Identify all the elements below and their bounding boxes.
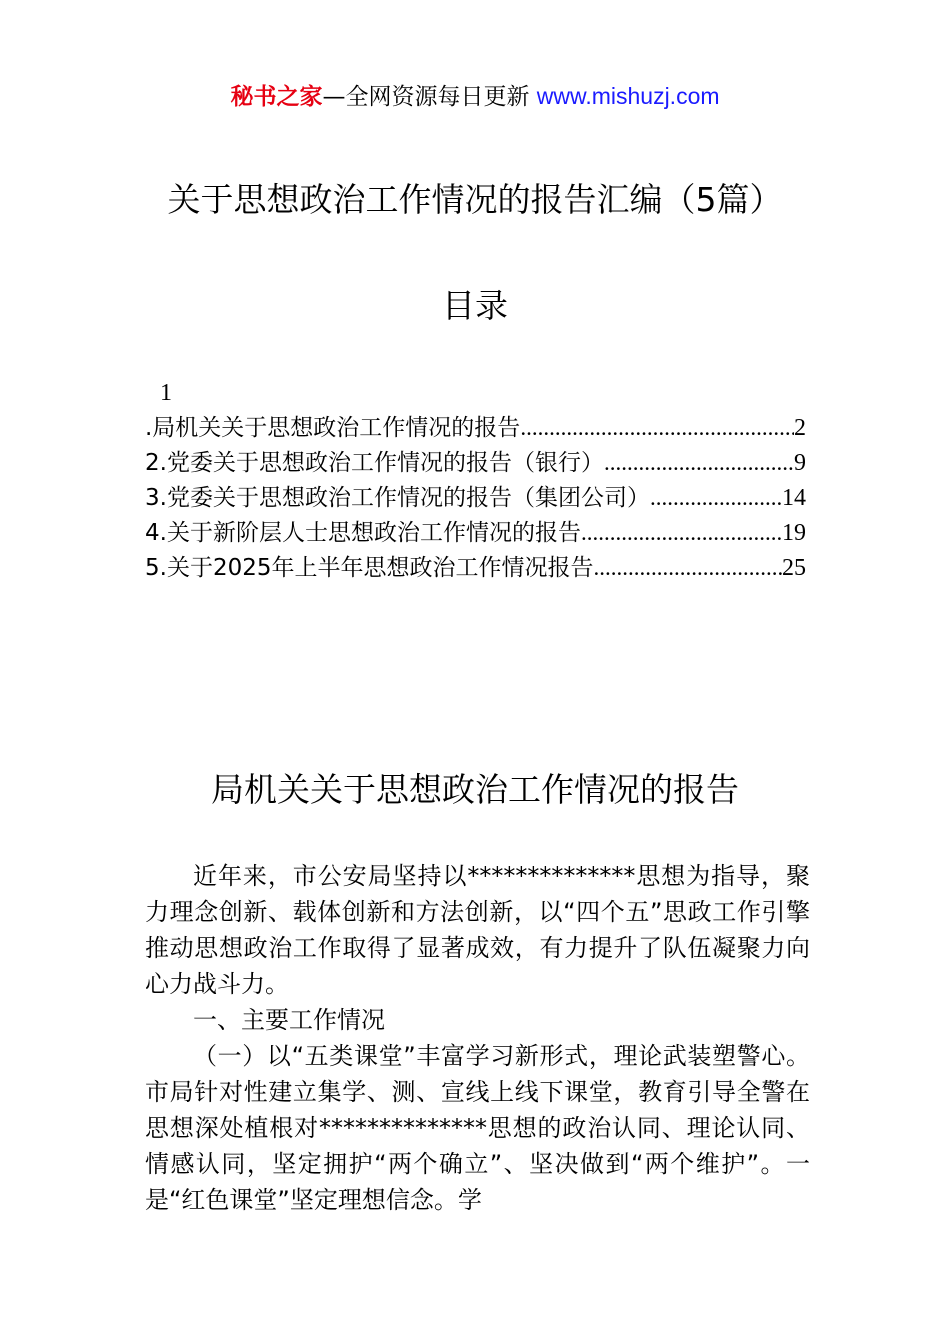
toc-entry-page: 14: [782, 485, 806, 511]
toc-entry-label: 2.党委关于思想政治工作情况的报告（银行）: [145, 450, 604, 476]
toc-dot-leader: [520, 410, 794, 445]
toc-entry[interactable]: [145, 515, 806, 550]
toc-dot-leader: [650, 480, 782, 515]
toc-entry[interactable]: [145, 550, 806, 585]
toc-entry-label: 3.党委关于思想政治工作情况的报告（集团公司）: [145, 485, 650, 511]
toc-dot-leader: [581, 515, 782, 550]
document-title: 关于思想政治工作情况的报告汇编（5篇）: [167, 180, 783, 219]
toc-entry-page: 9: [794, 450, 806, 476]
toc-title: 目录: [442, 286, 508, 325]
toc-entry-label: .局机关关于思想政治工作情况的报告: [145, 415, 521, 441]
section-title: 局机关关于思想政治工作情况的报告: [211, 770, 739, 809]
site-url-link[interactable]: www.mishuzj.com: [536, 83, 720, 109]
body-heading: 一、主要工作情况: [193, 1006, 385, 1034]
body-paragraph: 近年来，市公安局坚持以**************思想为指导，聚力理念创新、载体创新和方法创新，以“四个五”思政工作引擎推动思想政治工作取得了显著成效，有力提升了队伍凝聚力向心力战斗力。: [145, 862, 810, 998]
section-body: [145, 858, 810, 1218]
toc-entry-page: 2: [794, 415, 806, 441]
toc-entry[interactable]: [145, 480, 806, 515]
body-paragraph: （一）以“五类课堂”丰富学习新形式，理论武装塑警心。市局针对性建立集学、测、宣线上线下课堂，教育引导全警在思想深处植根对**************思想的政治认同、理论认同、情感认同，坚定拥护“两个确立”、坚决做到“两个维护”。一是“红色课堂”坚定理想信念。学: [145, 1042, 810, 1214]
toc-entry[interactable]: [145, 445, 806, 480]
toc-entry-label: 4.关于新阶层人士思想政治工作情况的报告: [145, 520, 581, 546]
toc-entry[interactable]: [145, 410, 806, 445]
site-brand: 秘书之家: [230, 84, 323, 110]
toc-dot-leader: [604, 445, 794, 480]
toc-entry-label: 5.关于2025年上半年思想政治工作情况报告: [145, 555, 594, 581]
site-slogan: —全网资源每日更新: [322, 84, 537, 110]
toc-entry-page: 25: [782, 555, 806, 581]
site-header: [0, 80, 950, 113]
toc-entry-page: 19: [782, 520, 806, 546]
toc-leading-number: 1: [160, 380, 172, 406]
toc-dot-leader: [593, 550, 782, 585]
table-of-contents: [145, 410, 806, 585]
